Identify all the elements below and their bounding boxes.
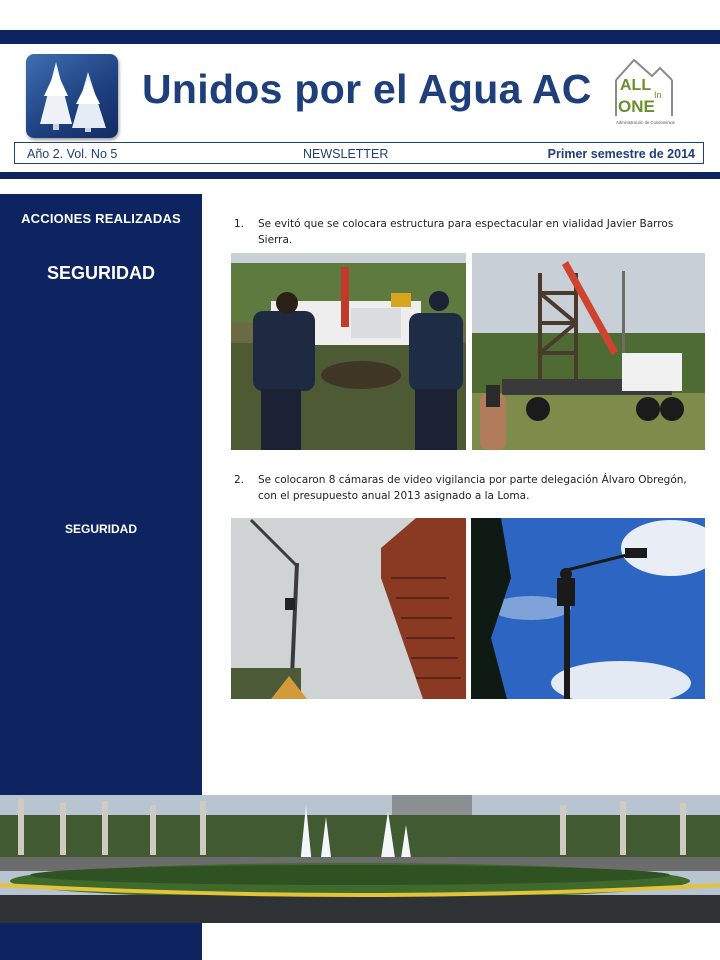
sidebar-section-title: SEGURIDAD <box>46 263 155 283</box>
list-item-number: 1. <box>234 218 245 230</box>
all-in-one-logo-text-all: ALL <box>620 77 652 94</box>
photo-camera-pole-building <box>231 518 466 699</box>
photo-crane-workers <box>231 253 466 450</box>
issue-number: Año 2. Vol. No 5 <box>27 147 118 161</box>
list-item-number: 2. <box>234 474 245 486</box>
list-item-text: Se evitó que se colocara estructura para espectacular en vialidad Javier Barros Sierra. <box>258 218 674 246</box>
pine-trees-icon <box>26 54 118 138</box>
sidebar-heading: ACCIONES REALIZADAS <box>21 211 181 226</box>
list-item <box>234 472 714 506</box>
all-in-one-logo-caption: Administración de Condominios <box>616 120 675 125</box>
list-item <box>234 216 714 250</box>
newsletter-label: NEWSLETTER <box>303 147 389 161</box>
all-in-one-logo-text-in: In <box>654 90 662 100</box>
all-in-one-logo <box>608 54 678 132</box>
page-title: Unidos por el Agua AC <box>142 66 592 112</box>
header-top-bar <box>0 30 720 44</box>
photo-fountain-roundabout <box>0 795 720 923</box>
sidebar-subsection: SEGURIDAD <box>64 522 137 536</box>
all-in-one-logo-text-one: ONE <box>618 97 655 116</box>
header-bottom-bar <box>0 172 720 179</box>
photo-camera-pole-blue-sky <box>471 518 705 699</box>
photo-truck-structure <box>472 253 705 450</box>
issue-period: Primer semestre de 2014 <box>547 147 695 161</box>
pine-trees-logo <box>26 54 118 138</box>
issue-info-bar <box>14 142 704 164</box>
list-item-text: Se colocaron 8 cámaras de video vigilancia por parte delegación Álvaro Obregón, con el presupuesto anual 2013 asignado a la Loma. <box>258 474 687 502</box>
